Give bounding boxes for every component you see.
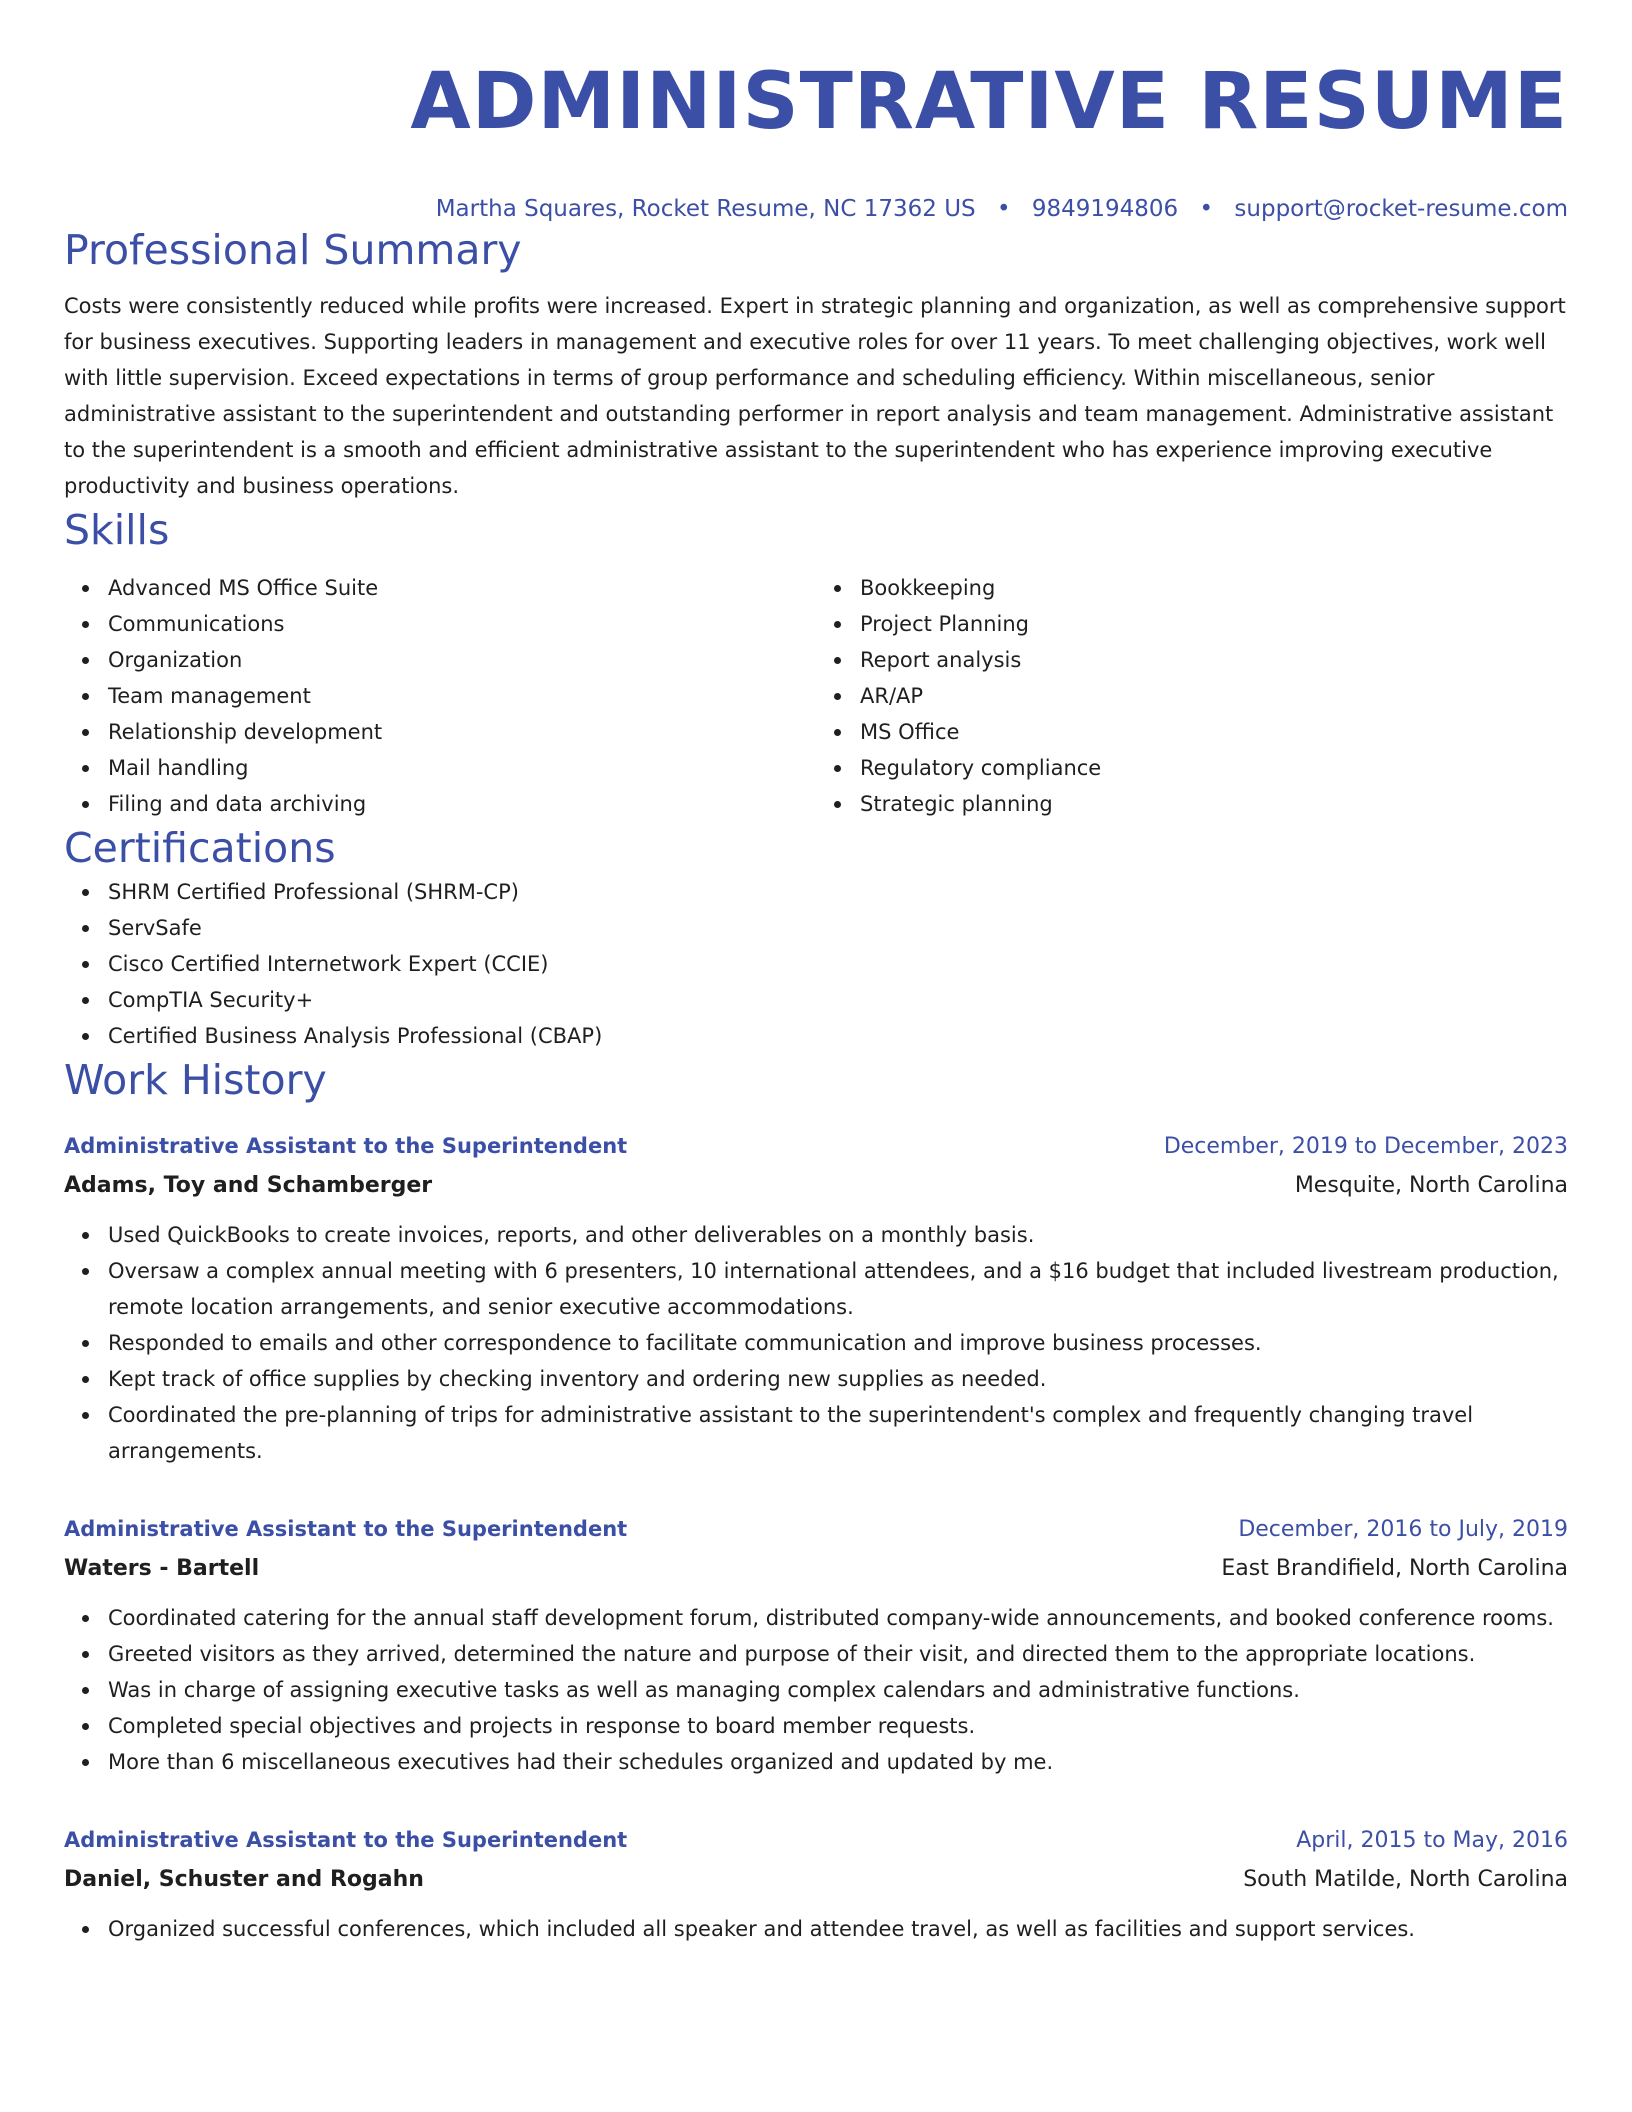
skill-item: Organization: [108, 642, 816, 678]
job-company: Daniel, Schuster and Rogahn: [64, 1867, 424, 1892]
certification-item: ServSafe: [108, 910, 1568, 946]
skill-item: Communications: [108, 606, 816, 642]
contact-email: support@rocket-resume.com: [1234, 196, 1568, 222]
job-subheader: [64, 1167, 1568, 1205]
skill-item: Relationship development: [108, 714, 816, 750]
skill-item: Team management: [108, 678, 816, 714]
job-duties-list: [64, 1217, 1568, 1469]
job-header: [64, 1509, 1568, 1550]
summary-text: Costs were consistently reduced while profits were increased. Expert in strategic planning and organization, as well as comprehensive support for business executives. Supporting leaders in management and executive roles for over 11 years. To meet challenging objectives, work well with little supervision. Exceed expectations in terms of group performance and scheduling efficiency. Within miscellaneous, senior administrative assistant to the superintendent and outstanding performer in report analysis and team management. Administrative assistant to the superintendent is a smooth and efficient administrative assistant to the superintendent who has experience improving executive productivity and business operations.: [64, 294, 1566, 498]
skills-list-right: [816, 570, 1568, 822]
skill-item: MS Office: [860, 714, 1568, 750]
job-dates: December, 2019 to December, 2023: [1163, 1134, 1568, 1159]
job-location: South Matilde, North Carolina: [1243, 1867, 1568, 1892]
job-duties-list: [64, 1600, 1568, 1780]
job-dates: April, 2015 to May, 2016: [1296, 1828, 1568, 1853]
certification-item: Certified Business Analysis Professional (CBAP): [108, 1018, 1568, 1054]
job-entry: [64, 1126, 1568, 1469]
job-duty: Oversaw a complex annual meeting with 6 presenters, 10 international attendees, and a $16 budget that included livestream production, remote location arrangements, and senior executive accommodations.: [108, 1253, 1568, 1325]
job-duty: Was in charge of assigning executive tasks as well as managing complex calendars and administrative functions.: [108, 1672, 1568, 1708]
job-duty: Kept track of office supplies by checking inventory and ordering new supplies as needed.: [108, 1361, 1568, 1397]
skill-item: Regulatory compliance: [860, 750, 1568, 786]
contact-separator: •: [996, 196, 1011, 222]
job-duty: Organized successful conferences, which included all speaker and attendee travel, as well as facilities and support services.: [108, 1911, 1568, 1947]
contact-line: [64, 194, 1568, 224]
job-duty: Greeted visitors as they arrived, determined the nature and purpose of their visit, and directed them to the appropriate locations.: [108, 1636, 1568, 1672]
skills-heading: Skills: [64, 506, 170, 554]
summary-heading: Professional Summary: [64, 226, 522, 274]
skills-columns: [64, 570, 1568, 822]
certifications-list: [64, 874, 1568, 1054]
skill-item: Mail handling: [108, 750, 816, 786]
resume-name: ADMINISTRATIVE RESUME: [410, 57, 1568, 147]
job-duty: Completed special objectives and projects in response to board member requests.: [108, 1708, 1568, 1744]
certification-item: CompTIA Security+: [108, 982, 1568, 1018]
contact-separator: •: [1199, 196, 1214, 222]
skill-item: Strategic planning: [860, 786, 1568, 822]
job-duties-list: [64, 1911, 1568, 1947]
work-history-heading: Work History: [64, 1056, 327, 1104]
skill-item: Report analysis: [860, 642, 1568, 678]
contact-address: Martha Squares, Rocket Resume, NC 17362 US: [435, 196, 976, 222]
job-location: Mesquite, North Carolina: [1294, 1173, 1568, 1198]
job-entry: [64, 1820, 1568, 1947]
job-title: Administrative Assistant to the Superintendent: [64, 1134, 628, 1158]
job-duty: Responded to emails and other correspondence to facilitate communication and improve business processes.: [108, 1325, 1568, 1361]
certification-item: Cisco Certified Internetwork Expert (CCIE): [108, 946, 1568, 982]
skill-item: Advanced MS Office Suite: [108, 570, 816, 606]
job-duty: Used QuickBooks to create invoices, reports, and other deliverables on a monthly basis.: [108, 1217, 1568, 1253]
job-header: [64, 1126, 1568, 1167]
certifications-heading: Certifications: [64, 824, 336, 872]
job-subheader: [64, 1550, 1568, 1588]
contact-phone: 9849194806: [1031, 196, 1179, 222]
skill-item: Bookkeeping: [860, 570, 1568, 606]
job-title: Administrative Assistant to the Superintendent: [64, 1828, 628, 1852]
job-header: [64, 1820, 1568, 1861]
job-dates: December, 2016 to July, 2019: [1238, 1517, 1568, 1542]
job-title: Administrative Assistant to the Superintendent: [64, 1517, 628, 1541]
job-duty: More than 6 miscellaneous executives had their schedules organized and updated by me.: [108, 1744, 1568, 1780]
job-entry: [64, 1509, 1568, 1780]
job-company: Adams, Toy and Schamberger: [64, 1173, 433, 1198]
skill-item: Filing and data archiving: [108, 786, 816, 822]
skills-list-left: [64, 570, 816, 822]
skill-item: AR/AP: [860, 678, 1568, 714]
job-company: Waters - Bartell: [64, 1556, 260, 1581]
skill-item: Project Planning: [860, 606, 1568, 642]
job-subheader: [64, 1861, 1568, 1899]
certification-item: SHRM Certified Professional (SHRM-CP): [108, 874, 1568, 910]
job-duty: Coordinated the pre-planning of trips for administrative assistant to the superintendent's complex and frequently changing travel arrangements.: [108, 1397, 1568, 1469]
job-duty: Coordinated catering for the annual staff development forum, distributed company-wide announcements, and booked conference rooms.: [108, 1600, 1568, 1636]
job-location: East Brandifield, North Carolina: [1221, 1556, 1568, 1581]
resume-page: [64, 0, 1568, 1947]
